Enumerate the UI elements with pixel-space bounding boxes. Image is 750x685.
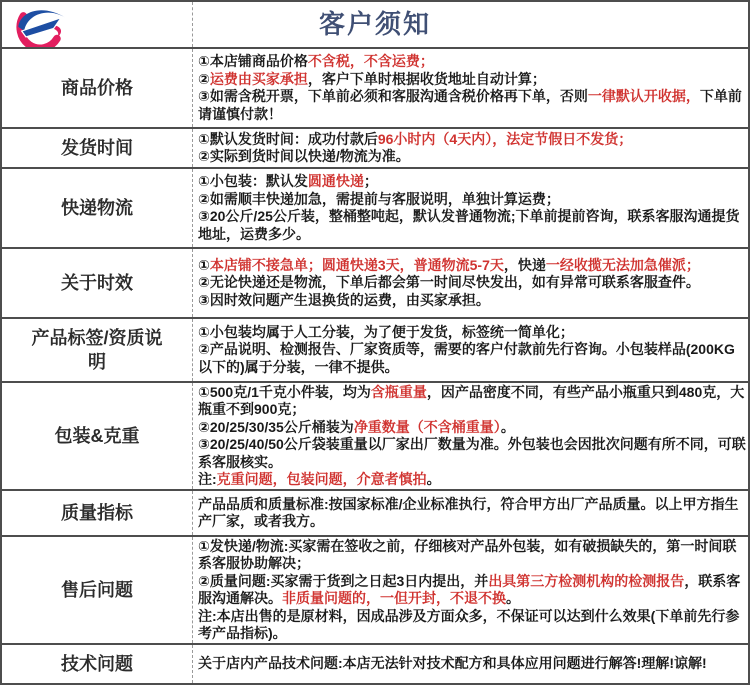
notice-line (198, 608, 746, 643)
notice-line (198, 341, 746, 376)
header-column-divider (192, 2, 193, 47)
notice-line (198, 292, 746, 310)
plain-text: ③如需含税开票，下单前必须和客服沟通含税价格再下单，否则 (198, 88, 588, 104)
highlight-text: 圆通快递 (307, 173, 364, 189)
row-content (192, 319, 748, 381)
plain-text: ①小包装：默认发 (198, 173, 308, 189)
plain-text: ②20/25/30/35公斤桶装为 (198, 418, 354, 435)
row-label-text: 商品价格 (61, 78, 133, 98)
notice-line (198, 53, 746, 71)
plain-text: ③因时效问题产生退换货的运费，由买家承担。 (198, 291, 490, 308)
notice-line (198, 131, 746, 149)
row-content (192, 249, 748, 317)
highlight-text: 不含税，不含运费； (307, 53, 434, 69)
plain-text: 产品品质和质量标准:按国家标准/企业标准执行，符合甲方出厂产品质量。以上甲方指生产厂家，或者我方。 (198, 495, 739, 529)
plain-text: ，客户下单时根据收货地址自动计算； (307, 70, 546, 87)
row-content (192, 383, 748, 489)
highlight-text: 出具第三方检测机构的检测报告 (488, 572, 685, 589)
plain-text: ①发快递/物流:买家需在签收之前，仔细核对产品外包装，如有破损缺失的，第一时间联系客服协助解决； (198, 537, 737, 571)
plain-text: ②如需顺丰快递加急，需提前与客服说明，单独计算运费； (198, 190, 560, 207)
table-row (2, 535, 748, 643)
table-row (2, 317, 748, 381)
notice-line (198, 419, 746, 437)
notice-line (198, 88, 746, 123)
plain-text: 。 (506, 590, 520, 606)
notice-line (198, 71, 746, 89)
plain-text: 注:本店出售的是原材料，因成品涉及方面众多，不保证可以达到什么效果(下单前先行参考产品指标)。 (198, 607, 740, 641)
highlight-text: 一经收揽无法加急催派； (545, 256, 700, 273)
row-content (192, 537, 748, 643)
row-label (2, 491, 192, 535)
notice-line (198, 471, 746, 489)
notice-line (198, 496, 746, 531)
notice-line (198, 538, 746, 573)
plain-text: ，联系客服沟通解决。 (198, 572, 741, 606)
notice-line (198, 573, 746, 608)
table-row (2, 127, 748, 167)
table-row (2, 643, 748, 683)
plain-text: ② (198, 70, 210, 87)
plain-text: ，因产品密度不同，有些产品小瓶重只到480克，大瓶重不到900克； (198, 383, 745, 417)
highlight-text: 净重数量（不含桶重量） (353, 418, 501, 435)
notice-header (2, 2, 748, 47)
row-label-text: 售后问题 (61, 580, 133, 600)
highlight-text: 克重问题，包装问题，介意者慎拍 (216, 471, 427, 487)
highlight-text: 本店铺不接急单；圆通快递3天，普通物流5-7天 (209, 256, 504, 273)
plain-text: 关于店内产品技术问题:本店无法针对技术配方和具体应用问题进行解答!理解!谅解! (198, 655, 707, 672)
row-label (2, 249, 192, 317)
plain-text: ②实际到货时间以快递/物流为准。 (198, 148, 410, 164)
plain-text: 。 (426, 471, 441, 487)
notice-line (198, 173, 746, 191)
row-label (2, 49, 192, 127)
row-label (2, 169, 192, 247)
row-label-text: 快递物流 (61, 198, 133, 218)
row-label (2, 129, 192, 167)
row-label (2, 319, 192, 381)
row-content (192, 169, 748, 247)
notice-table (2, 47, 748, 683)
table-row (2, 47, 748, 127)
row-label-text: 产品标签/资质说明 (31, 328, 163, 372)
highlight-text: 含瓶重量 (370, 383, 427, 400)
table-row (2, 381, 748, 489)
row-label-text: 发货时间 (61, 138, 133, 158)
table-row (2, 247, 748, 317)
row-label-text: 关于时效 (61, 273, 133, 293)
table-row (2, 167, 748, 247)
plain-text: ③20/25/40/50公斤袋装重量以厂家出厂数量为准。外包装也会因批次问题有所不同，可联系客服核实。 (198, 436, 746, 470)
row-label-text: 技术问题 (61, 654, 133, 674)
notice-line (198, 191, 746, 209)
table-row (2, 489, 748, 535)
plain-text: 下单前请谨慎付款！ (198, 88, 742, 122)
notice-line (198, 436, 746, 471)
row-label-text: 包装&克重 (54, 426, 140, 446)
highlight-text: 非质量问题的，一但开封，不退不换 (282, 590, 506, 606)
plain-text: ③20公斤/25公斤装，整桶整吨起，默认发普通物流;下单前提前咨询，联系客服沟通提货地址，运费多少。 (198, 208, 740, 242)
notice-line (198, 257, 746, 275)
highlight-text: 一律默认开收据， (587, 88, 700, 104)
row-content (192, 491, 748, 535)
plain-text: 注: (198, 471, 217, 487)
notice-line (198, 274, 746, 292)
row-label-text: 质量指标 (61, 503, 133, 523)
plain-text: ①小包装均属于人工分装，为了便于发货，标签统一简单化； (198, 323, 574, 340)
row-content (192, 129, 748, 167)
notice-line (198, 148, 746, 166)
page-title: 客户须知 (318, 9, 431, 39)
highlight-text: 96小时内（4天内），法定节假日不发货； (377, 130, 633, 147)
plain-text: ①默认发货时间：成功付款后 (198, 130, 378, 147)
plain-text: ①本店铺商品价格 (198, 53, 308, 69)
plain-text: ①500克/1千克小件装，均为 (198, 383, 371, 400)
row-content (192, 645, 748, 683)
notice-line (198, 655, 746, 673)
plain-text: ① (198, 256, 210, 273)
row-label (2, 537, 192, 643)
highlight-text: 运费由买家承担 (209, 70, 308, 87)
notice-line (198, 208, 746, 243)
plain-text: ； (363, 173, 378, 189)
plain-text: ②无论快递还是物流，下单后都会第一时间尽快发出，如有异常可联系客服查件。 (198, 274, 700, 291)
row-content (192, 49, 748, 127)
plain-text: ，快递 (503, 256, 546, 273)
plain-text: ②质量问题:买家需于货到之日起3日内提出，并 (198, 572, 489, 589)
notice-line (198, 384, 746, 419)
row-label (2, 383, 192, 489)
row-label (2, 645, 192, 683)
plain-text: ②产品说明、检测报告、厂家资质等，需要的客户付款前先行咨询。小包装样品(200KG以下的)属于分装，一律不提供。 (198, 341, 735, 375)
notice-line (198, 324, 746, 342)
plain-text: 。 (500, 418, 515, 435)
